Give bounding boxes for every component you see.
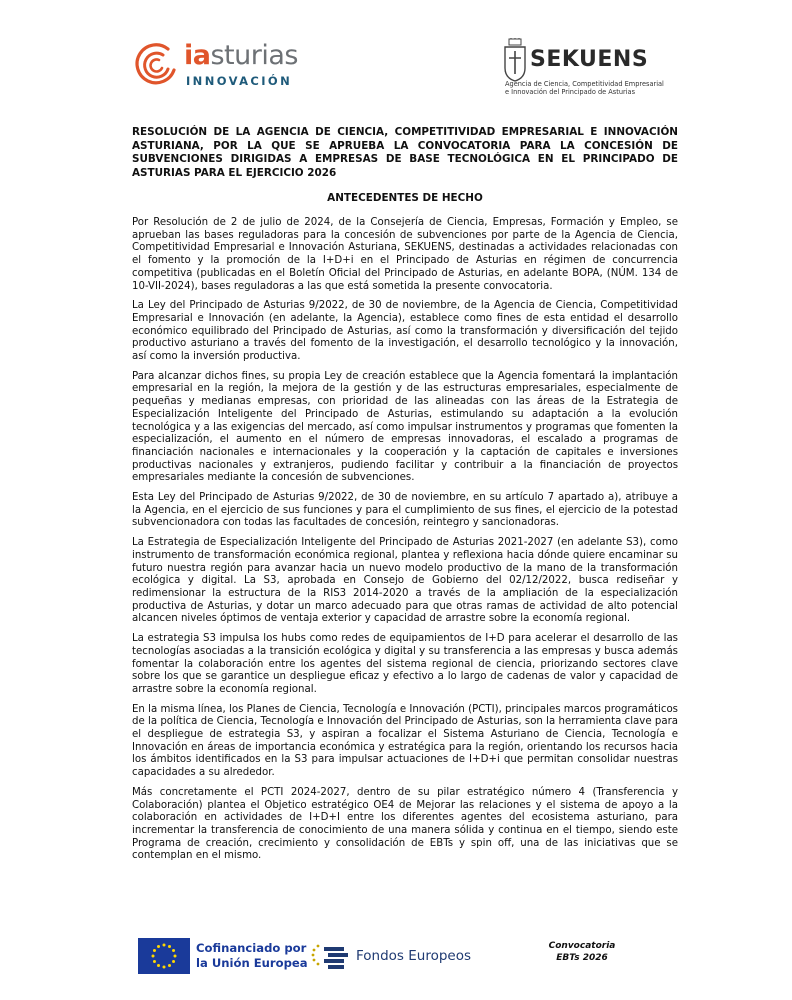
eu-star-icon xyxy=(172,949,175,952)
paragraph: Esta Ley del Principado de Asturias 9/2022, de 30 de noviembre, en su artículo 7 apartado a), atribuye a la Agencia, en el ejercicio de sus funciones y para el cumplimiento de sus fines, el ejercicio de la potestad subvencionadora con todas las facultades de concesión, reintegro y sancionadoras. xyxy=(132,492,678,529)
eu-star-icon xyxy=(153,949,156,952)
eu-flag-icon xyxy=(138,938,190,974)
eu-star-icon xyxy=(168,964,171,967)
iasturias-wordmark: iasturias xyxy=(184,40,298,71)
paragraph: La estrategia S3 impulsa los hubs como redes de equipamientos de I+D para acelerar el desarrollo de las tecnologías asociadas a la transición ecológica y digital y su transferencia a las empresas y busca además fomentar la colaboración entre los agentes del sistema regional de ciencia, priorizando sectores clave sobre los que se garantice un despliegue eficaz y efectivo a lo largo de cadenas de valor y capacidad de arrastre sobre la economía regional. xyxy=(132,633,678,695)
eu-star-icon xyxy=(172,960,175,963)
eu-star-icon xyxy=(153,960,156,963)
paragraph: Por Resolución de 2 de julio de 2024, de la Consejería de Ciencia, Empresas, Formación y Empleo, se aprueban las bases reguladoras para la concesión de subvenciones por parte de la Agencia de Ciencia, Competitividad Empresarial e Innovación Asturiana, SEKUENS, destinadas a actividades relacionadas con el fomento y la promoción de la I+D+i en el Principado de Asturias en régimen de concurrencia competitiva (publicadas en el Boletín Oficial del Principado de Asturias, en adelante BOPA, (NÚM. 134 de 10-VII-2024), bases reguladoras a las que está sometida la presente convocatoria. xyxy=(132,217,678,292)
paragraph: Más concretamente el PCTI 2024-2027, dentro de su pilar estratégico número 4 (Transferencia y Colaboración) plantea el Objetico estratégico OE4 de Mejorar las relaciones y el sistema de apoyo a la colaboración en actividades de I+D+I entre los diferentes agentes del ecosistema asturiano, para incrementar la transferencia de conocimiento de una manera sólida y continua en el tiempo, siendo este Programa de creación, crecimiento y consolidación de EBTs y spin off, una de las iniciativas que se contemplan en el mismo. xyxy=(132,786,678,862)
paragraph: La Ley del Principado de Asturias 9/2022, de 30 de noviembre, de la Agencia de Ciencia, Competitividad Empresarial e Innovación (en adelante, la Agencia), establece como fines de esta entidad el desarrollo económico equilibrado del Principado de Asturias, así como la transformación y diversificación del tejido productivo asturiano a través del fomento de la investigación, el desarrollo tecnológico y la innovación, así como la inversión productiva. xyxy=(132,300,678,363)
eu-star-icon xyxy=(163,966,166,969)
document-body xyxy=(132,126,678,870)
iasturias-logo xyxy=(132,38,307,94)
asturias-coat-of-arms-icon xyxy=(503,38,527,82)
sekuens-tagline-2: e Innovación del Principado de Asturias xyxy=(505,88,636,96)
iasturias-ring-icon xyxy=(132,40,182,90)
sekuens-logo xyxy=(503,36,673,102)
eu-star-icon xyxy=(157,964,160,967)
iasturias-subtitle: INNOVACIÓN xyxy=(186,74,293,88)
eu-star-icon xyxy=(157,945,160,948)
resolution-title: RESOLUCIÓN DE LA AGENCIA DE CIENCIA, COMPETITIVIDAD EMPRESARIAL E INNOVACIÓN ASTURIANA, POR LA QUE SE APRUEBA LA CONVOCATORIA PARA LA CONCESIÓN DE SUBVENCIONES DIRIGIDAS A EMPRESAS DE BASE TECNOLÓGICA EN EL PRINCIPADO DE ASTURIAS PARA EL EJERCICIO 2026 xyxy=(132,126,678,179)
paragraph: En la misma línea, los Planes de Ciencia, Tecnología e Innovación (PCTI), principales marcos programáticos de la política de Ciencia, Tecnología e Innovación del Principado de Asturias, son la herramienta clave para el despliegue de estrategia S3, y aspiran a focalizar el Sistema Asturiano de Ciencia, Tecnología e Innovación en áreas de importancia económica y estratégica para la región, orientando los recursos hacia los ámbitos identificados en la S3 para impulsar actuaciones de I+D+i que permitan consolidar nuestras capacidades a su alrededor. xyxy=(132,703,678,779)
paragraph: La Estrategia de Especialización Inteligente del Principado de Asturias 2021-2027 (en adelante S3), como instrumento de transformación económica regional, plantea y reflexiona hacia dónde quiere encaminar su futuro nuestra región para avanzar hacia un nuevo modelo productivo de la mano de la transformación ecológica y digital. La S3, aprobada en Consejo de Gobierno del 02/12/2022, busca rediseñar y redimensionar la estructura de la RIS3 2014-2020 a través de la ampliación de la especialización productiva de Asturias, y dotar un marco adecuado para que otras ramas de actividad de alto potencial alcancen niveles óptimos de ventaja exterior y capacidad de arrastre sobre la economía regional. xyxy=(132,537,678,625)
eu-star-icon xyxy=(174,955,177,958)
eu-star-icon xyxy=(163,944,166,947)
convocatoria-label: Convocatoria EBTs 2026 xyxy=(548,941,616,963)
paragraph: Para alcanzar dichos fines, su propia Ley de creación establece que la Agencia fomentará la implantación empresarial en la región, la mejora de la gestión y de las estructuras empresariales, especialmente de pequeñas y medianas empresas, con prioridad de las alineadas con las áreas de la Estrategia de Especialización Inteligente del Principado de Asturias, estimulando su adaptación a la evolución tecnológica y a las exigencias del mercado, así como impulsar instrumentos y programas que fomenten la especialización, el aumento en el número de empresas innovadoras, el escalado a programas de financiación nacionales e internacionales y la cooperación y la captación de capitales e inversiones productivas nacionales y extranjeros, pudiendo facilitar y contribuir a la financiación de proyectos empresariales mediante la concesión de subvenciones. xyxy=(132,370,678,484)
fondos-europeos-icon xyxy=(308,940,352,974)
sekuens-name: SEKUENS xyxy=(530,47,649,72)
sekuens-tagline-1: Agencia de Ciencia, Competitividad Empresarial xyxy=(505,80,664,88)
section-heading: ANTECEDENTES DE HECHO xyxy=(327,192,483,204)
eu-star-icon xyxy=(152,955,155,958)
eu-star-icon xyxy=(168,945,171,948)
fondos-europeos-label: Fondos Europeos xyxy=(356,948,472,964)
eu-cofinanced-label: Cofinanciado por la Unión Europea xyxy=(196,941,308,970)
